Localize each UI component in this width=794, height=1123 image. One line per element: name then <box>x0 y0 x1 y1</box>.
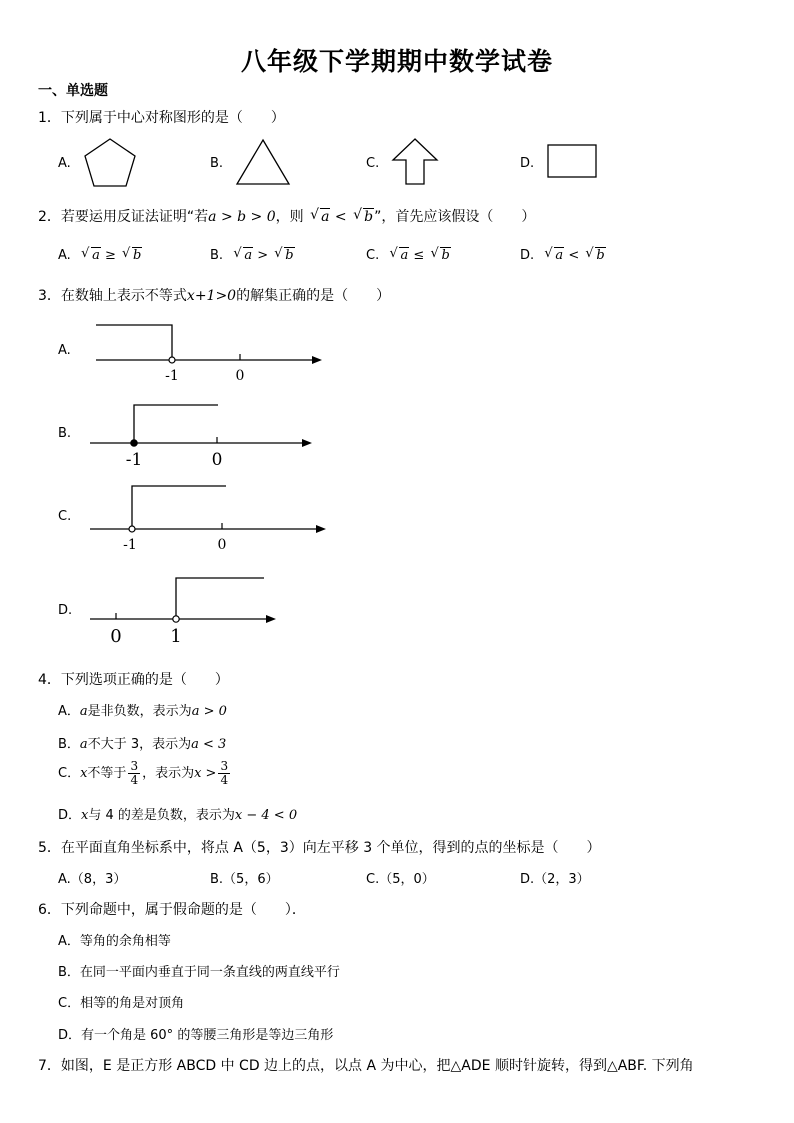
question-7-stem: 7．如图，E 是正方形 ABCD 中 CD 边上的点，以点 A 为中心，把△ADE 顺时针旋转，得到△ABF. 下列角 <box>38 1058 694 1074</box>
triangle-icon <box>234 137 292 187</box>
q1-option-a-label: A. <box>58 156 71 171</box>
q5-option-b: B.（5，6） <box>210 872 279 887</box>
number-line-c <box>86 482 336 554</box>
q2-stem-mid: ，则 <box>275 209 304 225</box>
q4-option-b: B．a不大于 3，表示为a < 3 <box>58 737 227 752</box>
q2-condition: a > b > 0 <box>208 209 276 225</box>
sqrt-b: √ b <box>353 209 374 225</box>
q1-option-d-label: D. <box>520 156 535 171</box>
q2-option-a: A. √ a ≥ √ b <box>58 248 142 263</box>
q4-option-d: D．x与 4 的差是负数，表示为x − 4 < 0 <box>58 808 298 823</box>
question-4-stem: 4．下列选项正确的是（ ） <box>38 672 229 688</box>
number-line-b <box>86 398 326 473</box>
q5-option-a: A.（8，3） <box>58 872 127 887</box>
q6-option-d: D．有一个角是 60° 的等腰三角形是等边三角形 <box>58 1028 334 1043</box>
q5-option-c: C.（5，0） <box>366 872 435 887</box>
q2-option-b: B. √ a > √ b <box>210 248 295 263</box>
section-heading: 一、单选题 <box>38 83 108 99</box>
q3-option-a-label: A. <box>58 343 71 358</box>
q6-option-b: B．在同一平面内垂直于同一条直线的两直线平行 <box>58 965 340 980</box>
rectangle-icon <box>546 143 600 179</box>
pentagon-icon <box>80 136 140 190</box>
sqrt-a: √ a <box>310 209 330 225</box>
question-3-stem: 3．在数轴上表示不等式x+1>0的解集正确的是（ ） <box>38 288 391 304</box>
tick-label: 0 <box>235 368 245 384</box>
number-line-a <box>90 318 330 388</box>
q6-option-c: C．相等的角是对顶角 <box>58 996 185 1011</box>
q2-stem-pre: 2．若要运用反证法证明“若 <box>38 209 209 225</box>
q6-option-a: A．等角的余角相等 <box>58 934 171 949</box>
tick-label: -1 <box>123 537 137 553</box>
q2-less-than: < <box>334 209 347 225</box>
q2-option-d: D. √ a < √ b <box>520 248 606 263</box>
tick-label: -1 <box>125 450 143 470</box>
tick-label: 0 <box>217 537 227 553</box>
tick-label: 0 <box>110 626 122 647</box>
q2-stem-post: ”，首先应该假设（ ） <box>374 209 536 225</box>
question-2-stem <box>38 206 535 226</box>
tick-label: 1 <box>170 626 182 647</box>
q3-option-d-label: D. <box>58 603 73 618</box>
question-1-stem: 1．下列属于中心对称图形的是（ ） <box>38 110 285 126</box>
q3-option-c-label: C. <box>58 509 72 524</box>
number-line-d <box>86 572 286 648</box>
question-6-stem: 6．下列命题中，属于假命题的是（ ）． <box>38 902 306 918</box>
q1-option-c-label: C. <box>366 156 380 171</box>
q2-option-c: C. √ a ≤ √ b <box>366 248 451 263</box>
question-5-stem: 5．在平面直角坐标系中，将点 A（5，3）向左平移 3 个单位，得到的点的坐标是（ ） <box>38 840 601 856</box>
page-title: 八年级下学期期中数学试卷 <box>240 47 553 76</box>
q5-option-d: D.（2，3） <box>520 872 590 887</box>
q4-option-c: C．x不等于 $\frac{3}{4}$ ，表示为x > $\frac{3}{4}$ <box>58 759 229 787</box>
tick-label: -1 <box>165 368 179 384</box>
q3-option-b-label: B. <box>58 426 72 441</box>
q1-option-b-label: B. <box>210 156 224 171</box>
tick-label: 0 <box>211 450 223 470</box>
q4-option-a: A．a是非负数，表示为a > 0 <box>58 704 227 719</box>
arrow-up-icon <box>390 137 440 187</box>
